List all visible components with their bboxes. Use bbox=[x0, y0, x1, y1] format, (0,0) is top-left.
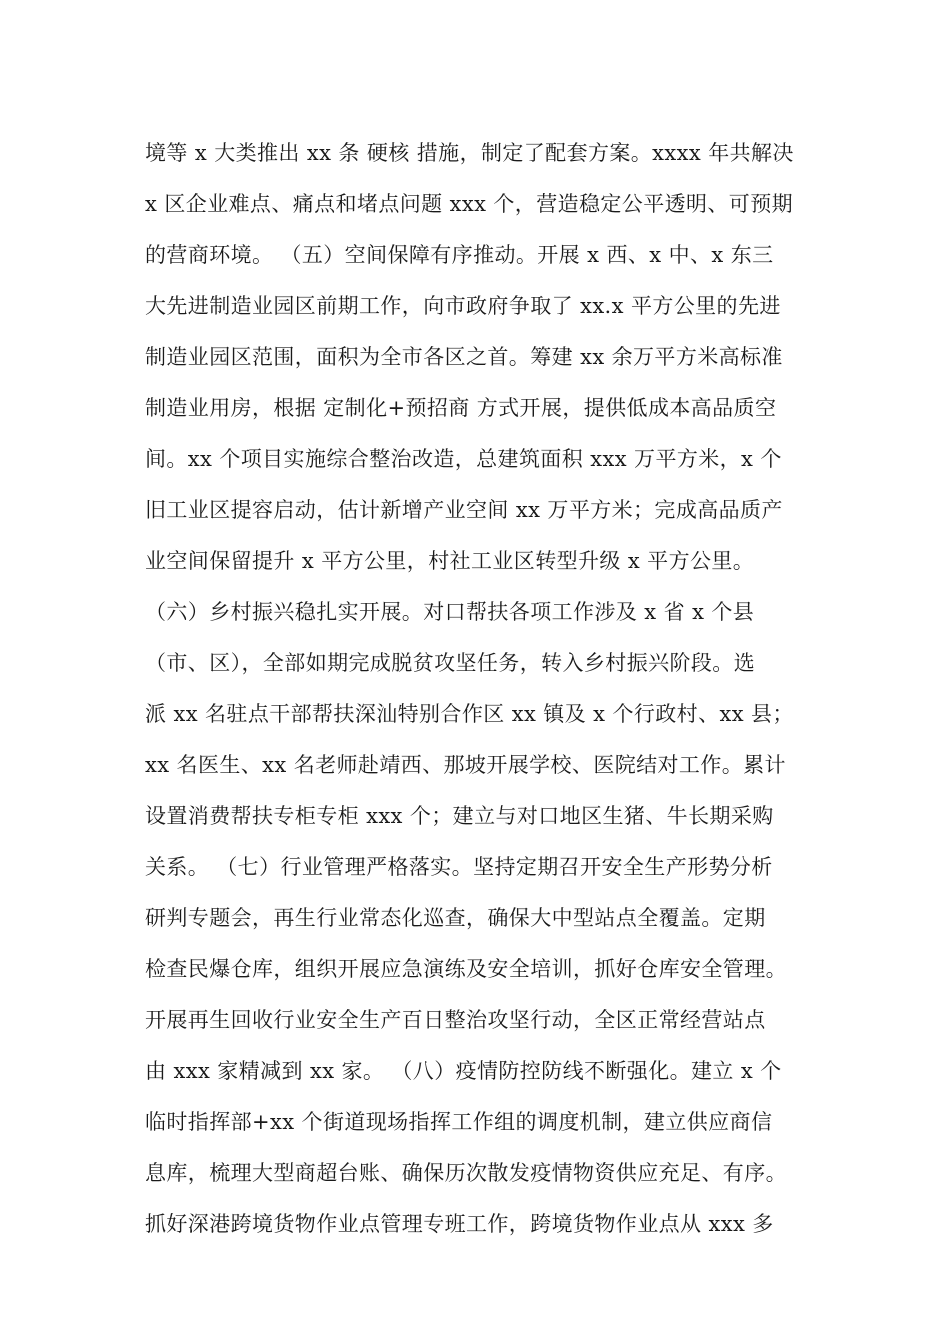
text-line: 抓好深港跨境货物作业点管理专班工作，跨境货物作业点从 xxx 多 bbox=[145, 1212, 774, 1236]
text-line: 派 xx 名驻点干部帮扶深汕特别合作区 xx 镇及 x 个行政村、xx 县； bbox=[145, 702, 794, 726]
text-line: 由 xxx 家精减到 xx 家。 （八）疫情防控防线不断强化。建立 x 个 bbox=[145, 1059, 782, 1083]
text-line: 设置消费帮扶专柜专柜 xxx 个；建立与对口地区生猪、牛长期采购 bbox=[145, 804, 774, 828]
text-line: 息库，梳理大型商超台账、确保历次散发疫情物资供应充足、有序。 bbox=[145, 1161, 787, 1185]
text-line: 的营商环境。 （五）空间保障有序推动。开展 x 西、x 中、x 东三 bbox=[145, 243, 774, 267]
text-line: 制造业园区范围，面积为全市各区之首。筹建 xx 余万平方米高标准 bbox=[145, 345, 783, 369]
text-line: 境等 x 大类推出 xx 条 硬核 措施，制定了配套方案。xxxx 年共解决 bbox=[145, 141, 794, 165]
text-line: 业空间保留提升 x 平方公里，村社工业区转型升级 x 平方公里。 bbox=[145, 549, 755, 573]
text-line: 研判专题会，再生行业常态化巡查，确保大中型站点全覆盖。定期 bbox=[145, 906, 766, 930]
text-line: x 区企业难点、痛点和堵点问题 xxx 个，营造稳定公平透明、可预期 bbox=[145, 192, 793, 216]
text-line: xx 名医生、xx 名老师赴靖西、那坡开展学校、医院结对工作。累计 bbox=[145, 753, 786, 777]
text-line: 临时指挥部+xx 个街道现场指挥工作组的调度机制，建立供应商信 bbox=[145, 1110, 773, 1134]
text-line: 间。xx 个项目实施综合整治改造，总建筑面积 xxx 万平方米，x 个 bbox=[145, 447, 782, 471]
text-line: 制造业用房，根据 定制化+预招商 方式开展，提供低成本高品质空 bbox=[145, 396, 777, 420]
text-line: 检查民爆仓库，组织开展应急演练及安全培训，抓好仓库安全管理。 bbox=[145, 957, 787, 981]
text-line: 旧工业区提容启动，估计新增产业空间 xx 万平方米；完成高品质产 bbox=[145, 498, 783, 522]
text-line: 大先进制造业园区前期工作，向市政府争取了 xx.x 平方公里的先进 bbox=[145, 294, 781, 318]
text-line: 开展再生回收行业安全生产百日整治攻坚行动，全区正常经营站点 bbox=[145, 1008, 766, 1032]
text-line: （六）乡村振兴稳扎实开展。对口帮扶各项工作涉及 x 省 x 个县 bbox=[145, 600, 755, 624]
text-line: 关系。 （七）行业管理严格落实。坚持定期召开安全生产形势分析 bbox=[145, 855, 773, 879]
text-line: （市、区），全部如期完成脱贫攻坚任务，转入乡村振兴阶段。选 bbox=[145, 651, 756, 675]
